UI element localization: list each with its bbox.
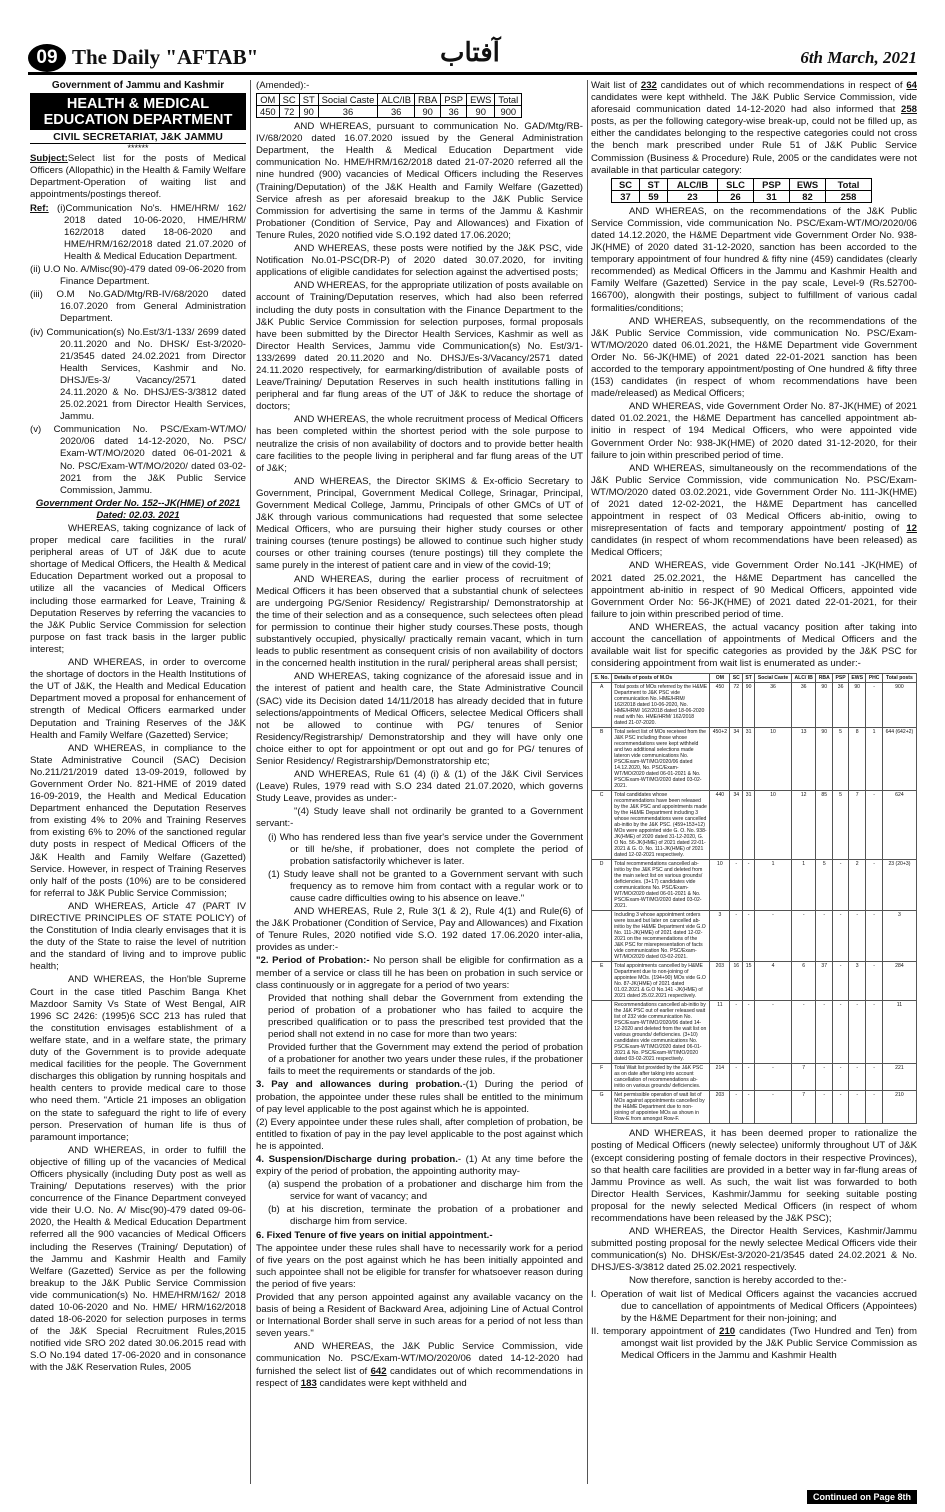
table-cell: 72	[730, 683, 743, 728]
table-cell: -	[866, 791, 882, 860]
table-cell: 36	[833, 683, 849, 728]
table-header-row	[592, 674, 917, 683]
table-cell: PSP	[833, 674, 849, 683]
table-cell: 90	[816, 683, 833, 728]
table-header-cell: ST	[299, 94, 318, 106]
table-cell: 72	[279, 106, 299, 118]
table-cell: -	[833, 911, 849, 962]
rule-6-proviso: Provided that any person appointed against any available vacancy on the basis of being a Resident of Backward Area, adjoining Line of Actual Control or International Border shall serve in such areas for a period of not less than seven years."	[256, 1292, 583, 1340]
detail-cell: Total recommendations cancelled ab-initio by the J&K PSC and deleted from the main select list on various grounds/ deficiencies. (3+17) candidates vide communications No. PSC/Exam-WT/MO/2020 dated 06-01-2021 & No. PSC/Exam-WT/MO/2020 dated 03-02-2021.	[612, 860, 710, 911]
table-cell: 203	[710, 962, 730, 1001]
table-cell: -	[849, 1064, 866, 1091]
reference-3: (iii) O.M No.GAD/Mtg/RB-IV/68/2020 dated 16.07.2020 from General Administration Department.	[30, 289, 246, 325]
continued-note: Continued on Page 8th	[807, 1490, 917, 1504]
table-cell: 34	[730, 728, 743, 791]
table-cell: OM	[710, 674, 730, 683]
reference-5: (v) Communication No. PSC/Exam-WT/MO/ 2020/06 dated 14-12-2020, No. PSC/ Exam-WT/MO/2020 dated 06-01-2021 & No. PSC/Exam-WT/MO/2020/ dated 03-02-2021 from the J&K Public Service Commission, Jammu.	[30, 424, 246, 496]
table-cell	[592, 1001, 612, 1064]
table-cell: 23	[668, 190, 718, 202]
vacancy-breakup-table	[256, 93, 522, 118]
body-paragraph: AND WHEREAS, on the recommendations of the J&K Public Service Commission, vide communication No. PSC/Exam-WT/MO/2020/06 dated 14.12.2020, the H&ME Department vide Government Order No. 938-JK(HME) of 2020 dated 31-12-2020, sanction has been accorded to the temporary appointment of four hundred & fifty nine (459) candidates (clearly recommended) as Medical Officers in the Jammu and Kashmir Health and Family Welfare (Gazetted) Service in the pay scale, Level-9 (Rs.52700-166700), alongwith their postings, subject to fulfillment of various cadal formalities/conditions;	[591, 205, 917, 314]
body-paragraph: AND WHEREAS, in order to overcome the shortage of doctors in the Health Institutions of the UT of J&K, the Health and Medical Education Department moved a proposal for enhancement of strength of Medical Officers earmarked under Deputation and Training Reserves of the J&K Health and Family Welfare (Gazetted) Service;	[30, 657, 246, 741]
secretariat-line: CIVIL SECRETARIAT, J&K JAMMU	[30, 131, 246, 144]
table-cell: -	[791, 1001, 815, 1064]
table-cell: 90	[467, 106, 495, 118]
table-header-cell: ST	[640, 178, 668, 190]
table-cell: 85	[816, 791, 833, 860]
table-cell: C	[592, 791, 612, 860]
body-paragraph: WHEREAS, taking cognizance of lack of proper medical care facilities in the rural/ peripheral areas of UT of J&K due to acute shortage of Medical Officers, the Health & Medical Education Department worked out a proposal to utilize all the vacancies of Medical Officers including those earmarked for Leave, Training & Deputation Reserves by referring the vacancies to the J&K Public Service Commission for selection purpose on fast track basis in the larger public interest;	[30, 523, 246, 655]
table-row	[612, 190, 872, 202]
rule-3-sub: (2) Every appointee under these rules shall, after completion of probation, be entitled to fixation of pay in the pay level applicable to the post against which he is appointed.	[256, 1116, 583, 1152]
table-cell: 36	[441, 106, 467, 118]
table-cell: 900	[882, 683, 916, 728]
table-cell: -	[743, 860, 755, 911]
unfilled-posts-table	[611, 178, 872, 203]
table-header-cell: ALC/IB	[668, 178, 718, 190]
table-cell: 11	[882, 1001, 916, 1064]
government-line: Government of Jammu and Kashmir	[30, 80, 246, 94]
newspaper-name: The Daily "AFTAB"	[72, 45, 259, 69]
table-cell: 15	[743, 962, 755, 1001]
body-paragraph: Now therefore, sanction is hereby accorded to the:-	[629, 1275, 847, 1287]
table-header-cell: RBA	[415, 94, 441, 106]
rule-2-proviso: Provided further that the Government may extend the period of probation of a probationer for another two years under these rules, if the probationer fails to meet the requirements or standards of the job.	[268, 1042, 583, 1078]
table-header-cell: OM	[257, 94, 280, 106]
table-cell: 36	[791, 683, 815, 728]
rule-2: "2. Period of Probation:- No person shall be eligible for confirmation as a member of a service or class till he has been on probation in such service or class continuously or in aggregate for a period of two years:	[256, 955, 583, 991]
table-cell: 7	[849, 791, 866, 860]
table-cell: 11	[710, 1001, 730, 1064]
table-cell: 36	[755, 683, 792, 728]
table-cell: 7	[791, 1064, 815, 1091]
table-cell: -	[816, 1001, 833, 1064]
table-cell: -	[730, 1091, 743, 1124]
table-cell: 37	[612, 190, 640, 202]
amended-label: (Amended):-	[256, 80, 310, 91]
table-header-cell: Total	[826, 178, 872, 190]
table-cell: D	[592, 860, 612, 911]
table-cell: 90	[849, 683, 866, 728]
table-row	[592, 1001, 917, 1064]
table-cell: Social Caste	[755, 674, 792, 683]
rule-quote-item: (i) Who has rendered less than five year's service under the Government or till he/she, if probationer, does not complete the period of probation satisfactorily whichever is later.	[268, 831, 583, 867]
column-3	[591, 80, 917, 1484]
rule-4-item: (a) suspend the probation of a probationer and discharge him from the service for want of vacancy; and	[268, 1179, 583, 1203]
reference-2: (ii) U.O No. A/Misc(90)-479 dated 09-06-2020 from Finance Department.	[30, 264, 246, 288]
table-cell: 13	[791, 728, 815, 791]
rule-6-heading: 6. Fixed Tenure of five years on initial appointment.-	[256, 1229, 493, 1241]
table-cell: 3	[882, 911, 916, 962]
table-header-cell: SLC	[718, 178, 754, 190]
table-cell: -	[730, 1064, 743, 1091]
table-cell: 34	[730, 791, 743, 860]
table-header-cell: Total	[495, 94, 522, 106]
reference-4: (iv) Communication(s) No.Est/3/1-133/ 2699 dated 20.11.2020 and No. DHSK/ Est-3/2020-21/3545 dated 24.02.2021 from Director Health Services, Kashmir and No. DHSJ/Es-3/ Vacancy/2571 dated 24.11.2020 & No. DHSJ/ES-3/3812 dated 25.02.2021 from Director Health Services, Jammu.	[30, 326, 246, 423]
detail-cell: Including 3 whose appointment orders were issued but later on cancelled ab-initio by the H&ME Department vide G.O No. 111-JK(HME) of 2021 dated 12-02-2021 on the recommendations of the J&K PSC for misrepresentation of facts vide communication No. PSC/Exam-WT/MO/2020 dated 03-02-2021.	[612, 911, 710, 962]
table-cell: 26	[718, 190, 754, 202]
table-cell: -	[866, 1091, 882, 1124]
vacancy-position-table	[591, 673, 917, 1124]
table-row	[592, 911, 917, 962]
table-cell: 4	[755, 962, 792, 1001]
table-header-cell: EWS	[467, 94, 495, 106]
rule-quote-item: (1) Study leave shall not be granted to a Government servant with such frequency as to remove him from contact with a regular work or to cause cadre difficulties owing to his absence on leave."	[268, 868, 583, 904]
table-cell: 1	[791, 860, 815, 911]
table-cell: -	[833, 1001, 849, 1064]
table-cell: 31	[743, 728, 755, 791]
table-cell	[592, 911, 612, 962]
body-paragraph: AND WHEREAS, Rule 61 (4) (i) & (1) of the J&K Civil Services (Leave) Rules, 1979 read with S.O 234 dated 21.07.2020, which governs Study Leave, provides as under:-	[256, 769, 583, 805]
table-cell: -	[833, 860, 849, 911]
table-cell: 10	[710, 860, 730, 911]
table-header-cell: SC	[279, 94, 299, 106]
table-cell: -	[866, 1064, 882, 1091]
table-cell: 214	[710, 1064, 730, 1091]
body-paragraph: AND WHEREAS, taking cognizance of the aforesaid issue and in the interest of patient and health care, the State Administrative Council (SAC) vide its Decision dated 14/11/2018 has already decided that in future selections/appointments of Medical Officers, selectee Medical Officers shall not be allowed to continue with PG/ tenures of Senior Residency/Registrarship/ Demonstratorship and they will have only one choice either to opt for appointment or opt out and go for PG/ tenures of Senior Residency/ Registrarship/Demonstratorship etc;	[256, 671, 583, 767]
table-cell: 440	[710, 791, 730, 860]
table-cell: -	[833, 1091, 849, 1124]
reference-1: Ref: (i)Communication No's. HME/HRM/ 162/ 2018 dated 10-06-2020, HME/HRM/ 162/2018 dated 18-06-2020 and HME/HRM/162/2018 dated 21.07.2020 of Health & Medical Education Department.	[30, 202, 246, 262]
table-header-cell: Social Caste	[318, 94, 378, 106]
table-cell: 5	[833, 791, 849, 860]
table-cell: S. No.	[592, 674, 612, 683]
table-cell: 90	[816, 728, 833, 791]
table-cell: A	[592, 683, 612, 728]
table-cell: -	[866, 860, 882, 911]
body-paragraph: Wait list of 232 candidates out of which recommendations in respect of 64 candidates were kept withheld. The J&K Public Service Commission, vide aforesaid communication dated 14-12-2020 had also informed that 258 posts, as per the following category-wise break-up, could not be filled up, as either the candidates belonging to the respective categories could not cross the bench mark prescribed under Rule 51 of J&K Public Service Commission (Business & Procedure) Rule, 2005 or the candidates were not available in that particular category:	[591, 80, 917, 176]
body-paragraph: AND WHEREAS, vide Government Order No. 87-JK(HME) of 2021 dated 01.02.2021, the H&ME Department has cancelled appointment ab-initio in respect of 194 Medical Officers, who were appointed vide Government Order No: 938-JK(HME) of 2020 dated 31-12-2020, for their failure to join within prescribed period of time.	[591, 401, 917, 461]
table-cell: 10	[755, 791, 792, 860]
body-paragraph: AND WHEREAS, these posts were notified by the J&K PSC, vide Notification No.01-PSC(DR-P) of 2020 dated 30.07.2020, for inviting applications of eligible candidates for selection against the advertised posts;	[256, 243, 583, 279]
table-row	[257, 106, 522, 118]
table-cell: -	[849, 1001, 866, 1064]
separator-stars: ******	[127, 143, 149, 154]
body-paragraph: AND WHEREAS, subsequently, on the recommendations of the J&K Public Service Commission, vide communication No. PSC/Exam-WT/MO/2020 dated 06.01.2021, the H&ME Department vide Government Order No. 56-JK(HME) of 2021 dated 22-01-2021 sanction has been accorded to the temporary appointment/posting of One hundred & fifty three (153) candidates (in respect of whom recommendations have been made/released) as Medical Officers;	[591, 315, 917, 400]
table-cell: SC	[730, 674, 743, 683]
table-header-cell: SC	[612, 178, 640, 190]
table-cell: Total posts	[882, 674, 916, 683]
table-cell: -	[743, 1091, 755, 1124]
table-cell: 624	[882, 791, 916, 860]
table-cell: -	[791, 911, 815, 962]
table-row	[592, 860, 917, 911]
table-cell: -	[743, 911, 755, 962]
table-header-cell: PSP	[441, 94, 467, 106]
body-paragraph: AND WHEREAS, simultaneously on the recommendations of the J&K Public Service Commission, vide communication No. PSC/Exam-WT/MO/2020 dated 03.02.2021, vide Government Order No. 111-JK(HME) of 2021 dated 12-02-2021, the H&ME Department has cancelled appointment in respect of 03 Medical Officers ab-initio, owing to misrepresentation of facts and temporary appointment/ posting of 12 candidates (in respect of whom recommendations have been released) as Medical Officers;	[591, 462, 917, 559]
body-paragraph: AND WHEREAS, vide Government Order No.141 -JK(HME) of 2021 dated 25.02.2021, the H&ME Department has cancelled the appointment ab-initio in respect of 90 Medical Officers, appointed vide Government Order No: 56-JK(HME) of 2021 dated 22-01-2021, for their failure to join within prescribed period of time.	[591, 560, 917, 620]
table-row	[592, 791, 917, 860]
table-cell: -	[730, 1001, 743, 1064]
table-cell: -	[833, 962, 849, 1001]
table-cell: 900	[495, 106, 522, 118]
table-cell: G	[592, 1091, 612, 1124]
table-cell: -	[743, 1001, 755, 1064]
rule-4-item: (b) at his discretion, terminate the probation of a probationer and discharge him from service.	[268, 1204, 583, 1228]
table-cell: 450	[257, 106, 280, 118]
body-paragraph: AND WHEREAS, the Director Health Services, Kashmir/Jammu submitted posting proposal for the newly selectee Medical Officers vide their communication(s) No. DHSK/Est-3/2020-21/3545 dated 24.02.2021 & No. DHSJ/ES-3/3812 dated 25.02.2021 respectively.	[591, 1226, 917, 1274]
table-row	[592, 1091, 917, 1124]
table-cell: 12	[791, 791, 815, 860]
table-cell: 10	[755, 728, 792, 791]
page-number: 09	[28, 44, 66, 72]
detail-cell: Details of posts of M.Os	[612, 674, 710, 683]
detail-cell: Total select list of MOs received from the J&K PSC including those whose recommendations were kept withheld and two additional selections made lateron vide communications No. PSC/Exam-WT/MO/2020/06 dated 14.12.2020, No. PSC/Exam-WT/MO/2020 dated 06-01-2021 & No. PSC/Exam-WT/MO/2020 dated 03-02-2021.	[612, 728, 710, 791]
table-cell: -	[816, 1091, 833, 1124]
table-header-cell: EWS	[790, 178, 826, 190]
column-divider	[587, 80, 588, 1484]
table-cell: 90	[299, 106, 318, 118]
table-cell: 36	[318, 106, 378, 118]
table-cell: B	[592, 728, 612, 791]
table-cell: 203	[710, 1091, 730, 1124]
table-cell: 31	[754, 190, 790, 202]
column-2	[256, 80, 583, 1484]
table-cell: 3	[710, 911, 730, 962]
table-cell: PHC	[866, 674, 882, 683]
table-row	[592, 962, 917, 1001]
rule-2-proviso: Provided that nothing shall debar the Government from extending the period of probation of a probationer who has failed to acquire the prescribed qualification or to pass the prescribed test provided that the period shall not extend in no case for more than two years:	[268, 992, 583, 1041]
body-paragraph: AND WHEREAS, Rule 2, Rule 3(1 & 2), Rule 4(1) and Rule(6) of the J&K Probationer (Condition of Service, Pay and Allowances) and Fixation of Tenure Rules, 2020 notified vide S.O. 192 dated 17.06.2020 inter-alia, provides as under:-	[256, 906, 583, 954]
table-cell: -	[866, 1001, 882, 1064]
table-cell: 5	[833, 728, 849, 791]
table-cell: -	[866, 683, 882, 728]
body-paragraph: AND WHEREAS, the actual vacancy position after taking into account the cancellation of appointments of Medical Officers and the available wait list for specific categories as provided by the J&K PSC for considering appointment from wait list is enumerated as under:-	[591, 621, 917, 670]
newspaper-logo: آفتاب	[440, 38, 500, 68]
table-cell: -	[730, 911, 743, 962]
table-cell: 90	[415, 106, 441, 118]
issue-date: 6th March, 2021	[800, 48, 917, 67]
detail-cell: Total candidates whose recommendations have been released by the J&K PSC and appointments made by the H&ME Department including 3 whose recommendations were cancelled ab-initio by the J&K PSC. (459+153+12) MOs were appointed vide G. O. No. 938-JK(HME) of 2020 dated 31-12-2020, G. O No. 56-JK(HME) of 2021 dated 22-01-2021 & G. O. No. 111-JK(HME) of 2021 dated 12-02-2021 respectively.	[612, 791, 710, 860]
table-cell: -	[755, 1064, 792, 1091]
table-cell: EWS	[849, 674, 866, 683]
sanction-item: I. Operation of wait list of Medical Officers against the vacancies accrued due to cancellation of appointments of Medical Officers (Appointees) by the H&ME Department for their non-joining; and	[591, 1288, 917, 1324]
subject-paragraph: Subject:Select list for the posts of Medical Officers (Allopathic) in the Health & Family Welfare Department-Operation of waiting list and appointments/postings thereof.	[30, 153, 246, 201]
table-cell: -	[816, 911, 833, 962]
rule-4: 4. Suspension/Discharge during probation.- (1) At any time before the expiry of the period of probation, the appointing authority may-	[256, 1153, 583, 1178]
table-cell: -	[866, 911, 882, 962]
table-cell: -	[743, 1064, 755, 1091]
body-paragraph: AND WHEREAS, pursuant to communication No. GAD/Mtg/RB-IV/68/2020 dated 16.07.2020 issued by the General Administration Department, the Health & Medical Education Department vide communication No. HME/HRM/162/2018 dated 21-07-2020 referred all the nine hundred (900) vacancies of Medical Officers including the Reserves (Training/Deputation) of the J&K Health and Family Welfare (Gazetted) Service afresh as per aforesaid breakup to the J&K Public Service Commission for advertising the same in terms of the Jammu & Kashmir Probationer (Condition of Service, Pay and Allowances) and Fixation of Tenure Rules, 2020 notified vide S.O.192 dated 17.06.2020;	[256, 121, 583, 241]
table-cell: E	[592, 962, 612, 1001]
table-row	[592, 728, 917, 791]
table-header-cell: PSP	[754, 178, 790, 190]
table-cell: 3	[849, 962, 866, 1001]
table-cell: 5	[816, 860, 833, 911]
table-cell: 82	[790, 190, 826, 202]
body-paragraph: AND WHEREAS, the whole recruitment process of Medical Officers has been completed within the shortest period with the sole purpose to neutralize the crisis of non availability of doctors and to provide better health care facilities to the people living in peripheral and far flung areas of the UT of J&K;	[256, 414, 583, 474]
detail-cell: Recommendations cancelled ab-initio by the J&K PSC out of earlier released wait list of 232 vide communication No. PSC/Exam-WT/MO/2020/06 dated 14-12-2020 and deleted from the wait list on various grounds/ deficiencies. (3+10) candidates vide communications No. PSC/Exam-WT/MO/2020 dated 06-01-2021 & No. PSC/Exam-WT/MO/2020 dated 03-02-2021 respectively.	[612, 1001, 710, 1064]
column-divider	[250, 80, 251, 1484]
table-cell: 1	[866, 728, 882, 791]
table-cell: -	[755, 911, 792, 962]
table-header-cell: ALC/IB	[378, 94, 415, 106]
body-paragraph: AND WHEREAS, for the appropriate utilization of posts available on account of Training/Deputation reserves, which had also been referred including the duty posts in consultation with the Finance Department to the J&K Public Service Commission for selection purposes, formal proposals have been submitted by the Director Health Services, Kashmir as well as Director Health Services, Jammu vide Communication(s) No. Est/3/1-133/2699 dated 20.11.2020 and No. DHSJ/Es-3/Vacancy/2571 dated 24.11.2020 respectively, for earmarking/distribution of available posts of Leave/Training/ Deputation Reserves in such health institutions falling in peripheral and far flung areas of the UT of J&K to reduce the shortage of doctors;	[256, 280, 583, 413]
masthead	[0, 0, 945, 74]
table-cell: 450+2	[710, 728, 730, 791]
department-title: HEALTH & MEDICAL EDUCATION DEPARTMENT	[30, 94, 246, 130]
table-cell: 37	[816, 962, 833, 1001]
table-cell: ST	[743, 674, 755, 683]
body-paragraph: AND WHEREAS, the J&K Public Service Commission, vide communication No. PSC/Exam-WT/MO/2020/06 dated 14-12-2020 had furnished the select list of 642 candidates out of which recommendations in respect of 183 candidates were kept withheld and	[256, 1341, 583, 1389]
table-cell: 221	[882, 1064, 916, 1091]
rule-quote: "(4) Study leave shall not ordinarily be granted to a Government servant:-	[256, 806, 583, 830]
body-paragraph: AND WHEREAS, the Hon'ble Supreme Court in the case titled Paschim Banga Khet Mazdoor Samity Vs State of West Bengal, AIR 1996 SC 2426: (1995)6 SCC 213 has ruled that the constitution envisages establishment of a welfare state, and in a welfare state, the primary duty of the Government is to provide adequate medical facilities for the people. The Government discharges this obligation by running hospitals and health centers to provide medical care to those who need them. "Article 21 imposes an obligation on the state to safeguard the right to life of every person. Preservation of human life is thus of paramount importance;	[30, 974, 246, 1143]
table-cell: -	[730, 860, 743, 911]
table-cell: 210	[882, 1091, 916, 1124]
table-cell: 284	[882, 962, 916, 1001]
body-paragraph: AND WHEREAS, Article 47 (PART IV DIRECTIVE PRINCIPLES OF STATE POLICY) of the Constitution of India clearly envisages that it is the duty of the State to raise the level of nutrition and the standard of living and to improve public health;	[30, 900, 246, 973]
detail-cell: Total posts of MOs referred by the H&ME Department to J&K PSC vide communication No. HME/HRM/ 162/2018 dated 10-06-2020, No. HME/HRM/ 162/2018 dated 18-06-2020 read with No. HME/HRM/ 162/2018 dated 21-07-2020.	[612, 683, 710, 728]
table-header-row	[257, 94, 522, 106]
body-paragraph: AND WHEREAS, it has been deemed proper to rationalize the posting of Medical Officers (newly selectee) uniformly throughout UT of J&K (except considering posting of female doctors in their respective Provinces), so that health care facilities are provided in a better way in far-flung areas of Jammu Province as well. As such, the wait list was forwarded to both Director Health Services, Kashmir/Jammu for seeking suitable posting proposal for the newly selected Medical Officers (in respect of whom recommendations have been released by the J&K PSC);	[591, 1128, 917, 1224]
table-cell: 6	[791, 962, 815, 1001]
body-paragraph: AND WHEREAS, during the earlier process of recruitment of Medical Officers it has been observed that a substantial chunk of selectees are undergoing PG/Senior Residency/ Registrarship/ Demonstratorship at the time of their selection and as a consequence, such selectees often plead for permission to continue their higher study courses.These posts, though substantively occupied, physically/ practically remain vacant, which in turn leads to public resentment as consequent crisis of non availability of doctors in the concerned health institution in the rural/ peripheral areas shall persist;	[256, 573, 583, 670]
table-cell: 31	[743, 791, 755, 860]
table-cell: 8	[849, 728, 866, 791]
table-cell: -	[755, 1001, 792, 1064]
table-cell: 90	[743, 683, 755, 728]
table-cell: 7	[791, 1091, 815, 1124]
detail-cell: Total appointments cancelled by H&ME Department due to non-joining of appointee MOs. (194+90) MOs vide G.O No. 87-JK(HME) of 2021 dated 01.02.2021 & G.O No.141 -JK(HME) of 2021 dated 25.02.2021 respectively.	[612, 962, 710, 1001]
table-cell: 450	[710, 683, 730, 728]
table-cell: 16	[730, 962, 743, 1001]
body-paragraph: AND WHEREAS, in order to fulfill the objective of filling up of the vacancies of Medical Officers physically (including Duty post as well as Training/ Deputations reserves) with the prior concurrence of the Finance Department conveyed vide their U.O. No. A/ Misc(90)-479 dated 09-06-2020, the Health & Medical Education Department referred all the 900 vacancies of Medical Officers including the Reserves (Training/ Deputation) of the Jammu and Kashmir Health and Family Welfare (Gazetted) Service as per the following breakup to the J&K Public Service Commission vide communication(s) No. HME/HRM/162/ 2018 dated 10-06-2020 and No. HME/ HRM/162/2018 dated 18-06-2020 for selection purposes in terms of the J&K Special Recruitment Rules,2015 notified vide SRO 202 dated 30.06.2015 read with S.O No.194 dated 17-06-2020 and in consonance with the J&K Reservation Rules, 2005	[30, 1144, 246, 1374]
table-header-row	[612, 178, 872, 190]
table-row	[592, 1064, 917, 1091]
detail-cell: Total Wait list provided by the J&K PSC as on date after taking into account cancellation of recommendations ab-initio on various grounds/ deficiencies.	[612, 1064, 710, 1091]
body-paragraph: AND WHEREAS, in compliance to the State Administrative Council (SAC) Decision No.211/21/2019 dated 13-09-2019, followed by Government Order No. 821-HME of 2019 dated 16-09-2019, the Health and Medical Education Department enhanced the Deputation Reserves from existing 4% to 20% and Training Reserves from existing 6% to 20% of the sanctioned regular duty posts in respect of Medical Officers of the J&K Health and Family Welfare (Gazetted) Service. However, in respect of Training Reserves only half of the posts (10%) are to be considered for referral to J&K Public Service Commission;	[30, 742, 246, 899]
table-cell: -	[755, 1091, 792, 1124]
table-cell: 59	[640, 190, 668, 202]
table-cell: 258	[826, 190, 872, 202]
table-cell: 36	[378, 106, 415, 118]
body-paragraph: AND WHEREAS, the Director SKIMS & Ex-officio Secretary to Government, Principal, Government Medical College, Srinagar, Principal, Government Medical College, Jammu, Principals of other GMCs of UT of J&K through various communications had requested that some selectee Medical Officers, who are pursuing their higher study courses or other training courses (tenure postings) be allowed to continue such higher study courses or other training courses (tenure postings) till they complete the same purely in the interest of patient care and in view of the covid-19;	[256, 475, 583, 572]
table-cell: -	[849, 911, 866, 962]
table-cell: 644 (642+2)	[882, 728, 916, 791]
sanction-item: II. temporary appointment of 210 candidates (Two Hundred and Ten) from amongst wait list provided by the J&K Public Service Commission as Medical Officers in the Jammu and Kashmir Health	[591, 1325, 917, 1361]
rule-3: 3. Pay and allowances during probation.-(1) During the period of probation, the appointee under these rules shall be entitled to the minimum of pay level applicable to the post against which he is appointed.	[256, 1079, 583, 1115]
table-cell: -	[833, 1064, 849, 1091]
rule-6: The appointee under these rules shall have to necessarily work for a period of five years on the post against which he has been initially appointed and such appointee shall not be eligible for transfer for whatsoever reason during the period of five years:	[256, 1242, 583, 1290]
order-heading: Government Order No. 152--JK(HME) of 2021 Dated: 02.03. 2021	[35, 497, 241, 521]
table-cell: -	[866, 962, 882, 1001]
table-cell: 1	[755, 860, 792, 911]
table-row	[592, 683, 917, 728]
table-cell: F	[592, 1064, 612, 1091]
detail-cell: Net permissible operation of wait list of MOs against appointments cancelled by the H&ME Department due to non-joining of appointee MOs as shown in Row-E from amongst Row-F.	[612, 1091, 710, 1124]
table-cell: 2	[849, 860, 866, 911]
table-cell: -	[849, 1091, 866, 1124]
table-cell: -	[816, 1064, 833, 1091]
table-cell: 23 (20+3)	[882, 860, 916, 911]
table-cell: ALC/ IB	[791, 674, 815, 683]
table-cell: RBA	[816, 674, 833, 683]
column-1	[30, 80, 246, 1484]
masthead-rule	[28, 72, 917, 75]
